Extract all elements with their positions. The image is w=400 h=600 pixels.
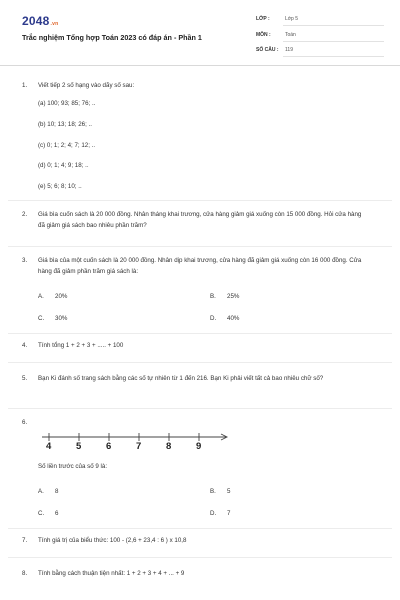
page-title: Trắc nghiệm Tổng hợp Toán 2023 có đáp án - Phần 1 bbox=[22, 33, 202, 42]
number-line bbox=[40, 431, 240, 457]
question-divider bbox=[8, 200, 392, 201]
meta-underline bbox=[283, 41, 384, 42]
number-line-label: 6 bbox=[106, 441, 112, 452]
meta-key: LỚP : bbox=[256, 16, 270, 22]
question-number: 4. bbox=[22, 342, 28, 349]
meta-key: SỐ CÂU : bbox=[256, 47, 279, 53]
header-divider bbox=[0, 65, 400, 66]
option-label-d: D. bbox=[210, 510, 217, 517]
number-line-label: 5 bbox=[76, 441, 82, 452]
option-label-b: B. bbox=[210, 488, 216, 495]
question-divider bbox=[8, 528, 392, 529]
question-divider bbox=[8, 408, 392, 409]
question-text: Bạn Ki đánh số trang sách bằng các số tự nhiên từ 1 đến 216. Bạn Ki phải viết tất cả bao nhiêu chữ số? bbox=[38, 375, 324, 382]
logo-text: 2048 bbox=[22, 14, 50, 28]
option-value-d: 7 bbox=[227, 510, 231, 517]
option-value-c: 30% bbox=[55, 315, 68, 322]
question-number: 7. bbox=[22, 537, 28, 544]
question-number: 3. bbox=[22, 257, 28, 264]
question-text: Số liền trước của số 9 là: bbox=[38, 463, 108, 470]
meta-key: MÔN : bbox=[256, 32, 271, 38]
question-number: 1. bbox=[22, 82, 28, 89]
question-divider bbox=[8, 362, 392, 363]
option-value-a: 20% bbox=[55, 293, 68, 300]
sequence-item: (e) 5; 6; 8; 10; .. bbox=[38, 183, 82, 190]
question-text: Giá bìa cuốn sách là 20 000 đồng. Nhân tháng khai trương, cửa hàng giảm giá xuống còn 15 000 đồng. Hỏi cửa hàng đã giảm giá sách bao nhiêu phần trăm? bbox=[38, 211, 362, 229]
question-number: 2. bbox=[22, 211, 28, 218]
option-label-b: B. bbox=[210, 293, 216, 300]
meta-underline bbox=[283, 56, 384, 57]
question-text: Viết tiếp 2 số hạng vào dãy số sau: bbox=[38, 82, 135, 89]
site-logo[interactable] bbox=[22, 14, 58, 28]
meta-value: Lớp 5 bbox=[285, 16, 299, 22]
meta-value: Toán bbox=[285, 32, 296, 38]
option-label-a: A. bbox=[38, 293, 44, 300]
meta-value: 119 bbox=[285, 47, 293, 53]
option-value-c: 6 bbox=[55, 510, 59, 517]
question-divider bbox=[8, 246, 392, 247]
option-label-a: A. bbox=[38, 488, 44, 495]
option-value-d: 40% bbox=[227, 315, 240, 322]
question-number: 5. bbox=[22, 375, 28, 382]
option-value-a: 8 bbox=[55, 488, 59, 495]
number-line-label: 8 bbox=[166, 441, 172, 452]
sequence-item: (a) 100; 93; 85; 76; .. bbox=[38, 100, 96, 107]
sequence-item: (b) 10; 13; 18; 26; .. bbox=[38, 121, 93, 128]
question-text: Giá bìa của một cuốn sách là 20 000 đồng. Nhân dịp khai trương, cửa hàng đã giảm giá xuống còn 16 000 đồng. Cửa hàng đã giảm phần trăm giá sách là: bbox=[38, 257, 362, 275]
sequence-item: (d) 0; 1; 4; 9; 18; .. bbox=[38, 162, 89, 169]
option-label-c: C. bbox=[38, 510, 45, 517]
number-line-label: 4 bbox=[46, 441, 52, 452]
question-text: Tính tổng 1 + 2 + 3 + ..... + 100 bbox=[38, 342, 124, 349]
sequence-item: (c) 0; 1; 2; 4; 7; 12; .. bbox=[38, 142, 96, 149]
number-line-label: 9 bbox=[196, 441, 202, 452]
question-text: Tính giá trị của biểu thức: 100 - (2,6 + 23,4 : 6 ) x 10,8 bbox=[38, 537, 187, 544]
question-number: 8. bbox=[22, 570, 28, 577]
question-text: Tính bằng cách thuận tiện nhất: 1 + 2 + 3 + 4 + ... + 9 bbox=[38, 570, 185, 577]
question-divider bbox=[8, 557, 392, 558]
option-value-b: 25% bbox=[227, 293, 240, 300]
question-divider bbox=[8, 333, 392, 334]
option-label-d: D. bbox=[210, 315, 217, 322]
option-value-b: 5 bbox=[227, 488, 231, 495]
question-number: 6. bbox=[22, 419, 28, 426]
option-label-c: C. bbox=[38, 315, 45, 322]
meta-underline bbox=[283, 25, 384, 26]
number-line-label: 7 bbox=[136, 441, 142, 452]
logo-tld: .vn bbox=[50, 21, 59, 27]
